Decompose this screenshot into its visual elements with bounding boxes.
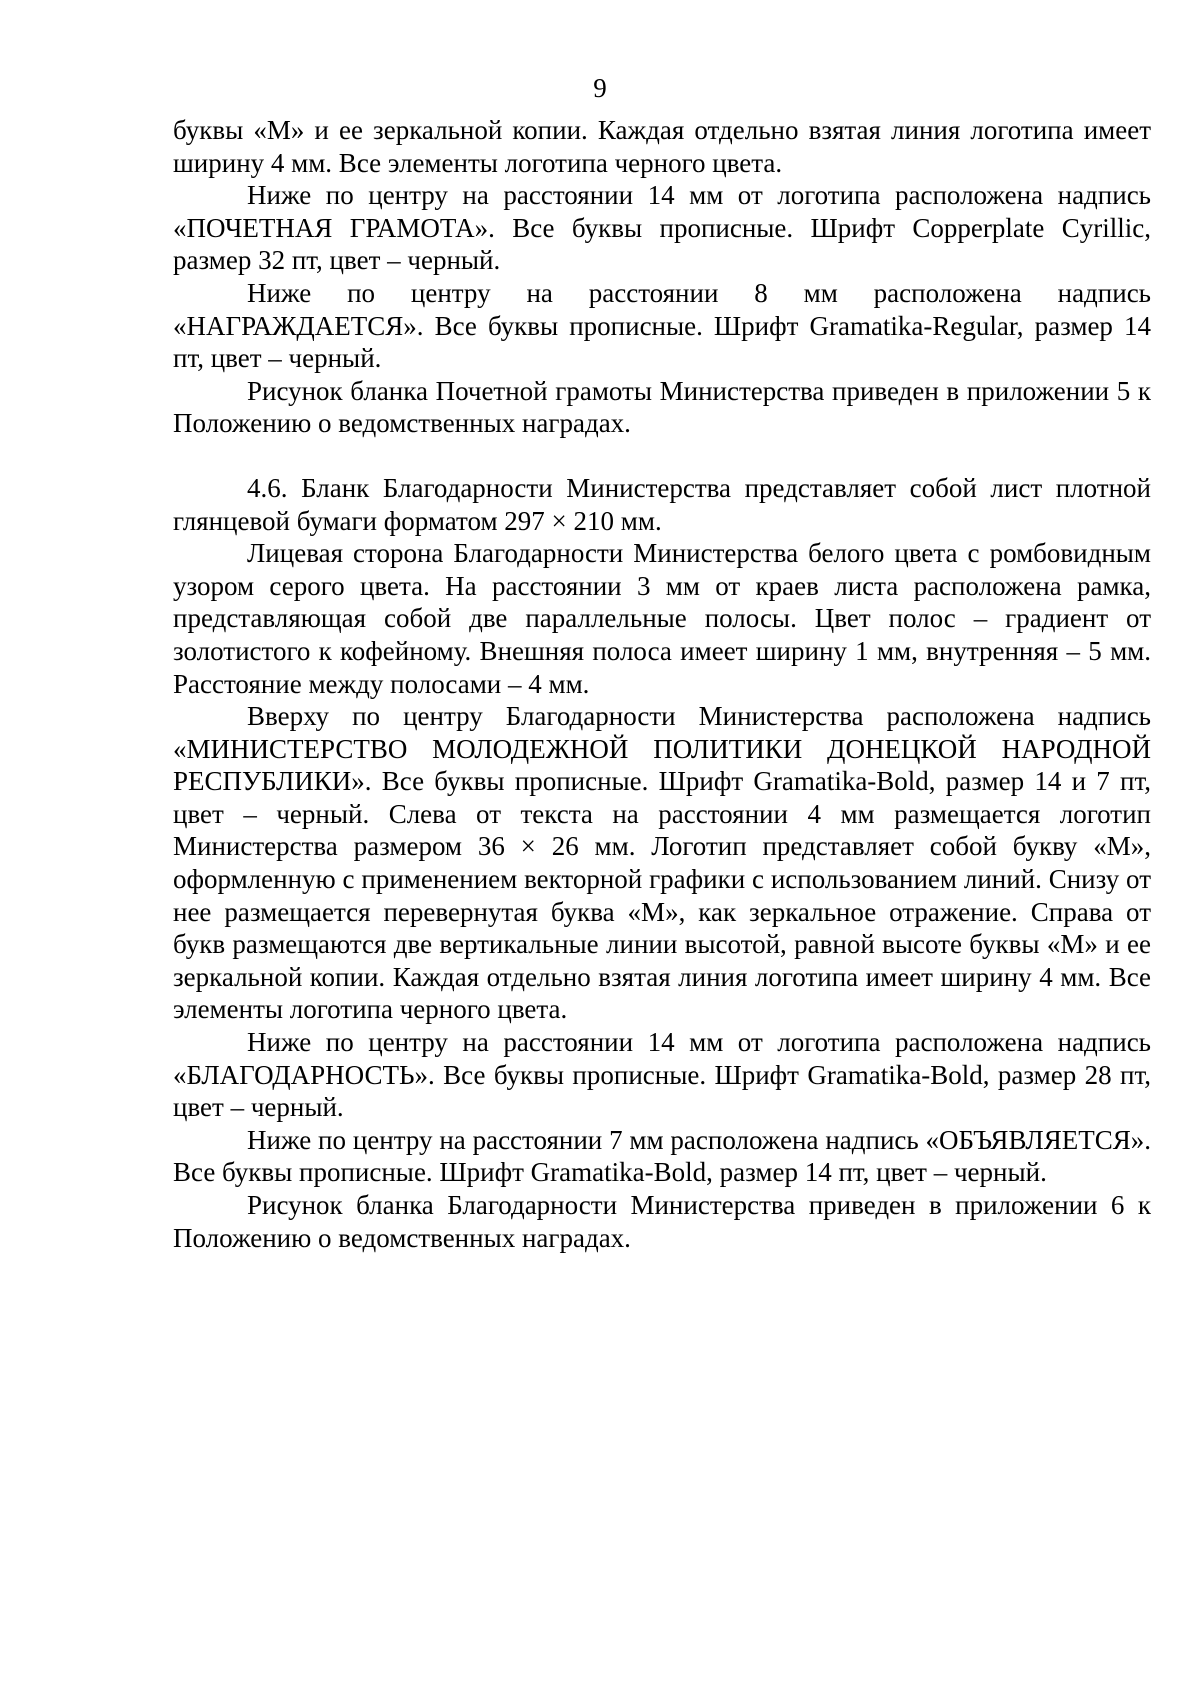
paragraph-diploma-appendix-ref: Рисунок бланка Почетной грамоты Министерства приведен в приложении 5 к Положению о ведомственных наградах. xyxy=(173,375,1151,439)
paragraph-awarded-caption: Ниже по центру на расстоянии 8 мм расположена надпись «НАГРАЖДАЕТСЯ». Все буквы прописные. Шрифт Gramatika-Regular, размер 14 пт, цвет – черный. xyxy=(173,277,1151,374)
paragraph-announced-caption: Ниже по центру на расстоянии 7 мм расположена надпись «ОБЪЯВЛЯЕТСЯ». Все буквы прописные. Шрифт Gramatika-Bold, размер 14 пт, цвет – черный. xyxy=(173,1124,1151,1188)
paragraph-gratitude-title: Ниже по центру на расстоянии 14 мм от логотипа расположена надпись «БЛАГОДАРНОСТЬ». Все буквы прописные. Шрифт Gramatika-Bold, размер 28 пт, цвет – черный. xyxy=(173,1027,1151,1123)
section-gap xyxy=(173,440,1151,472)
document-body xyxy=(173,114,1151,1254)
paragraph-continuation: буквы «М» и ее зеркальной копии. Каждая отдельно взятая линия логотипа имеет ширину 4 мм. Все элементы логотипа черного цвета. xyxy=(173,115,1151,178)
page-number: 9 xyxy=(593,73,607,103)
paragraph-gratitude-appendix-ref: Рисунок бланка Благодарности Министерства приведен в приложении 6 к Положению о ведомственных наградах. xyxy=(173,1190,1151,1253)
paragraph-honorary-diploma-title: Ниже по центру на расстоянии 14 мм от логотипа расположена надпись «ПОЧЕТНАЯ ГРАМОТА». Все буквы прописные. Шрифт Copperplate Cyrillic, размер 32 пт, цвет – черный. xyxy=(173,180,1151,276)
paragraph-header-and-logo: Вверху по центру Благодарности Министерства расположена надпись «МИНИСТЕРСТВО МОЛОДЕЖНОЙ ПОЛИТИКИ ДОНЕЦКОЙ НАРОДНОЙ РЕСПУБЛИКИ». Все буквы прописные. Шрифт Gramatika-Bold, размер 14 и 7 пт, цвет – черный. Слева от текста на расстоянии 4 мм размещается логотип Министерства размером 36 × 26 мм. Логотип представляет собой букву «М», оформленную с применением векторной графики с использованием линий. Снизу от нее размещается перевернутая буква «М», как зеркальное отражение. Справа от букв размещаются две вертикальные линии высотой, равной высоте буквы «М» и ее зеркальной копии. Каждая отдельно взятая линия логотипа имеет ширину 4 мм. Все элементы логотипа черного цвета. xyxy=(173,701,1151,1025)
paragraph-front-side-frame: Лицевая сторона Благодарности Министерства белого цвета с ромбовидным узором серого цвета. На расстоянии 3 мм от краев листа расположена рамка, представляющая собой две параллельные полосы. Цвет полос – градиент от золотистого к кофейному. Внешняя полоса имеет ширину 1 мм, внутренняя – 5 мм. Расстояние между полосами – 4 мм. xyxy=(173,538,1151,699)
paragraph-section-4-6: 4.6. Бланк Благодарности Министерства представляет собой лист плотной глянцевой бумаги форматом 297 × 210 мм. xyxy=(173,472,1151,536)
